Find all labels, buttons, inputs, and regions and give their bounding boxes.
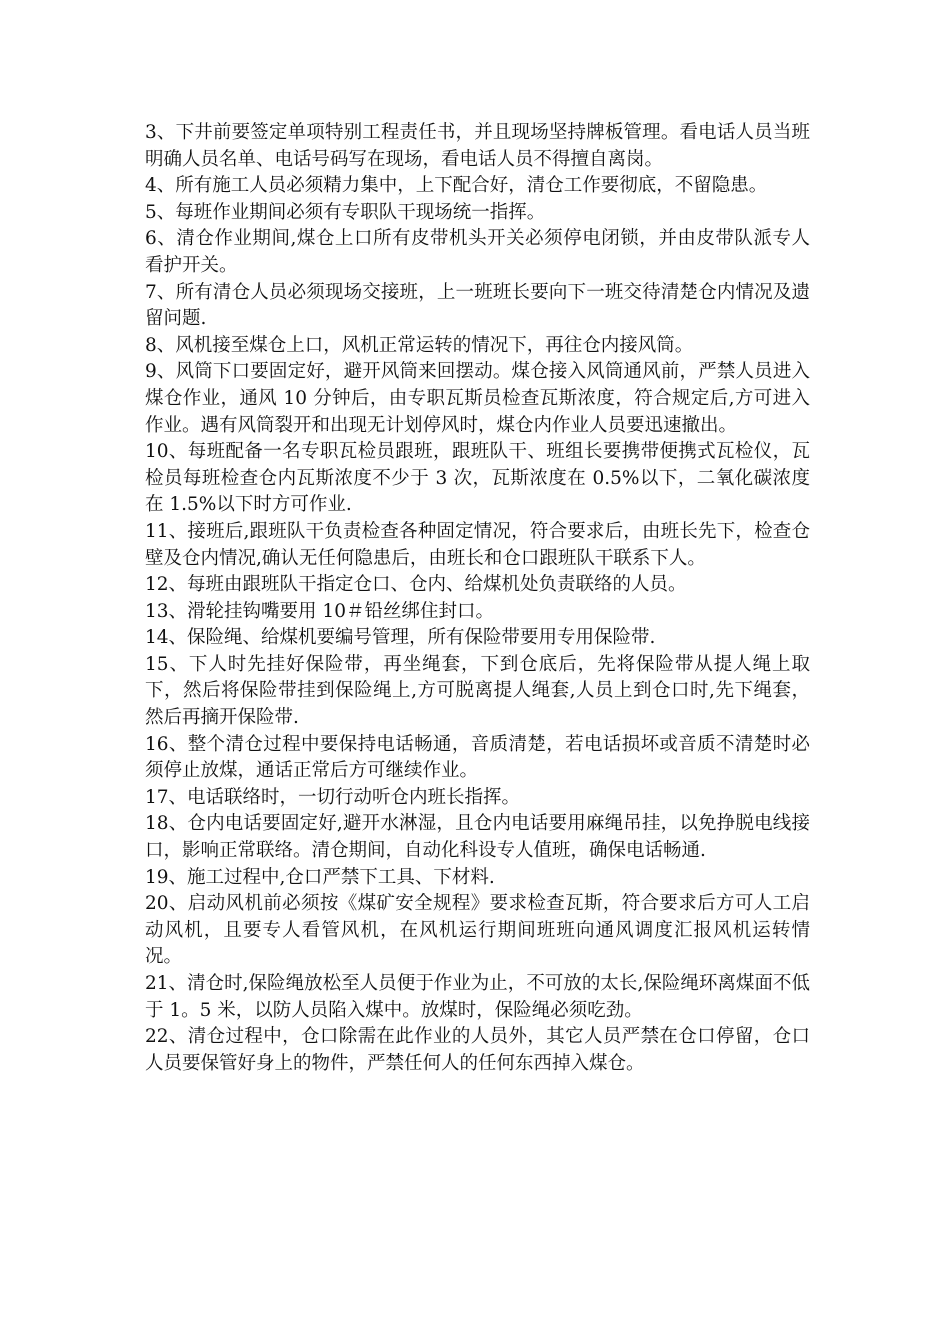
rule-item-13: 13、滑轮挂钩嘴要用 10＃铅丝绑住封口。 (145, 600, 494, 622)
rule-item-12: 12、每班由跟班队干指定仓口、仓内、给煤机处负责联络的人员。 (145, 574, 687, 596)
rule-item-11: 11、接班后,跟班队干负责检查各种固定情况，符合要求后，由班长先下，检查仓壁及仓内情况,确认无任何隐患后，由班长和仓口跟班队干联系下人。 (145, 520, 810, 569)
rule-item-6: 6、清仓作业期间,煤仓上口所有皮带机头开关必须停电闭锁，并由皮带队派专人看护开关。 (145, 228, 810, 276)
rule-item-10: 10、每班配备一名专职瓦检员跟班，跟班队干、班组长要携带便携式瓦检仪，瓦检员每班检查仓内瓦斯浓度不少于 3 次，瓦斯浓度在 0.5%以下，二氧化碳浓度在 1.5%以下时方可作业. (145, 441, 810, 516)
rule-item-21: 21、清仓时,保险绳放松至人员便于作业为止，不可放的太长,保险绳环离煤面不低于 1。5 米，以防人员陷入煤中。放煤时，保险绳必须吃劲。 (145, 973, 810, 1021)
rule-item-14: 14、保险绳、给煤机要编号管理，所有保险带要用专用保险带. (145, 627, 656, 649)
rule-item-8: 8、风机接至煤仓上口，风机正常运转的情况下，再往仓内接风筒。 (145, 334, 694, 356)
rule-item-17: 17、电话联络时，一切行动听仓内班长指挥。 (145, 786, 521, 808)
rule-item-18: 18、仓内电话要固定好,避开水淋湿，且仓内电话要用麻绳吊挂，以免挣脱电线接口，影响正常联络。清仓期间，自动化科设专人值班，确保电话畅通. (145, 813, 810, 862)
rule-item-19: 19、施工过程中,仓口严禁下工具、下材料. (145, 866, 495, 888)
document-body (145, 120, 810, 1077)
rule-item-22: 22、清仓过程中，仓口除需在此作业的人员外，其它人员严禁在仓口停留，仓口人员要保管好身上的物件，严禁任何人的任何东西掉入煤仓。 (145, 1026, 810, 1074)
rule-item-4: 4、所有施工人员必须精力集中，上下配合好，清仓工作要彻底，不留隐患。 (145, 175, 768, 197)
rule-item-5: 5、每班作业期间必须有专职队干现场统一指挥。 (145, 201, 546, 223)
rule-item-20: 20、启动风机前必须按《煤矿安全规程》要求检查瓦斯，符合要求后方可人工启动风机，且要专人看管风机，在风机运行期间班班向通风调度汇报风机运转情况。 (145, 893, 810, 968)
rule-item-7: 7、所有清仓人员必须现场交接班，上一班班长要向下一班交待清楚仓内情况及遗留问题. (145, 281, 810, 330)
rule-item-3: 3、下井前要签定单项特别工程责任书，并且现场坚持牌板管理。看电话人员当班明确人员名单、电话号码写在现场，看电话人员不得擅自离岗。 (145, 122, 810, 170)
rule-item-15: 15、下人时先挂好保险带，再坐绳套，下到仓底后，先将保险带从提人绳上取下，然后将保险带挂到保险绳上,方可脱离提人绳套,人员上到仓口时,先下绳套，然后再摘开保险带. (145, 653, 810, 729)
rule-item-9: 9、风筒下口要固定好，避开风筒来回摆动。煤仓接入风筒通风前，严禁人员进入煤仓作业，通风 10 分钟后，由专职瓦斯员检查瓦斯浓度，符合规定后,方可进入作业。遇有风筒裂开和出现无计划停风时，煤仓内作业人员要迅速撤出。 (145, 361, 810, 436)
rule-item-16: 16、整个清仓过程中要保持电话畅通，音质清楚，若电话损坏或音质不清楚时必须停止放煤，通话正常后方可继续作业。 (145, 733, 810, 782)
